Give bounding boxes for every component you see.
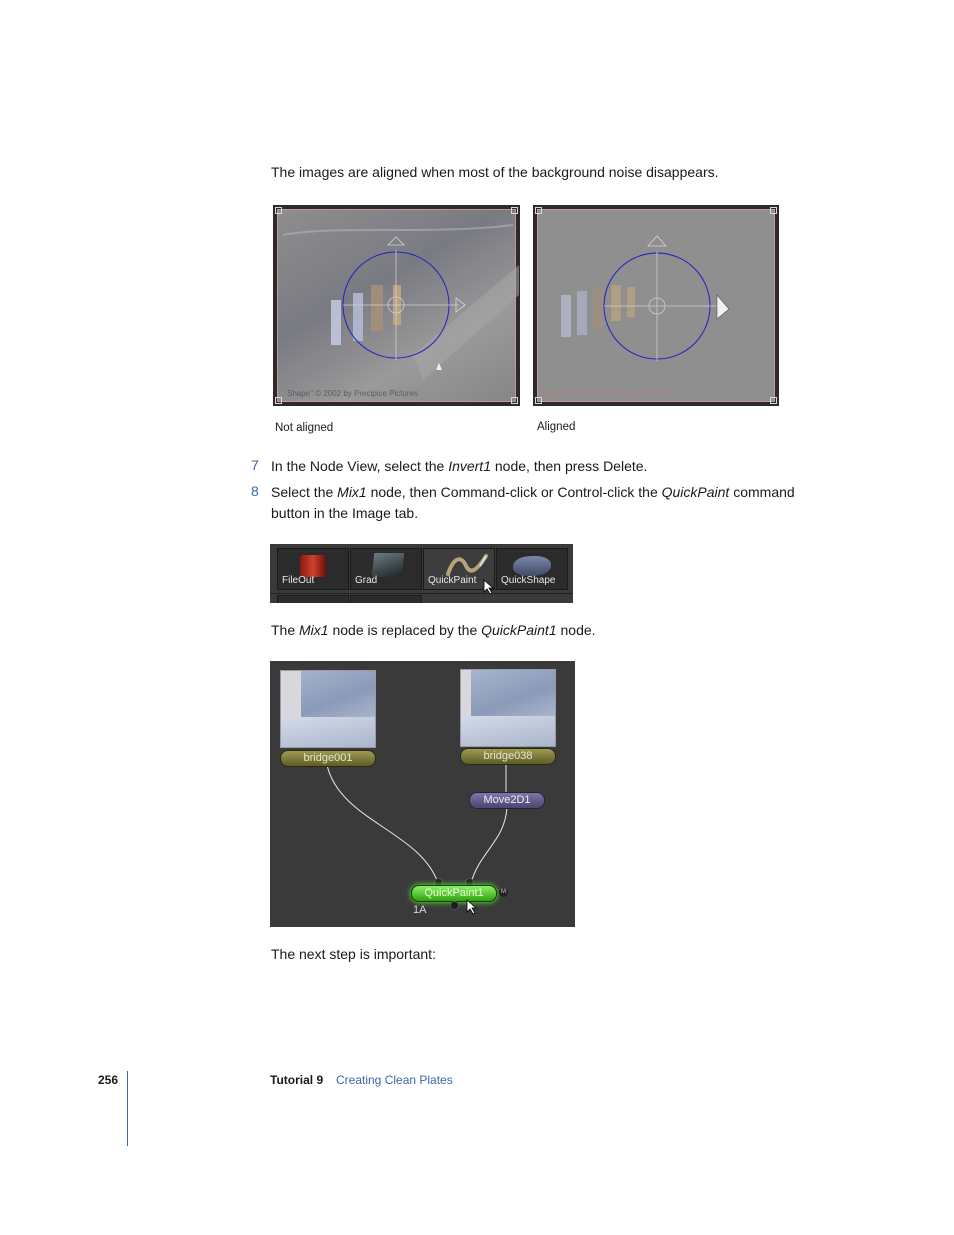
- node-name: Mix1: [337, 484, 367, 500]
- crop-handle[interactable]: [535, 207, 542, 214]
- watermark-text: Shape" © 2002 by Precipice Pictures: [541, 389, 673, 398]
- chapter-title: Creating Clean Plates: [336, 1073, 453, 1087]
- footer-rule: [127, 1071, 128, 1146]
- next-row-button[interactable]: [277, 595, 349, 603]
- sentence-part: node.: [556, 622, 596, 638]
- bridge038-thumbnail[interactable]: [460, 669, 556, 747]
- step-text-part: node, then press Delete.: [491, 458, 648, 474]
- chapter-label: Tutorial 9: [270, 1073, 324, 1087]
- button-label: FileOut: [282, 575, 315, 586]
- crop-handle[interactable]: [770, 397, 777, 404]
- bridge001-node[interactable]: bridge001: [280, 750, 376, 767]
- button-name: QuickPaint: [661, 484, 730, 500]
- button-label: Grad: [355, 575, 378, 586]
- crop-handle[interactable]: [275, 397, 282, 404]
- grad-icon: [372, 553, 405, 577]
- step-number: 8: [251, 483, 259, 499]
- node-name: Invert1: [448, 458, 491, 474]
- closing-paragraph: The next step is important:: [271, 946, 436, 962]
- grad-button[interactable]: [350, 548, 422, 590]
- button-label: QuickPaint: [428, 575, 477, 586]
- sentence-part: The: [271, 622, 300, 638]
- node-output-socket[interactable]: [450, 901, 459, 910]
- crop-handle[interactable]: [275, 207, 282, 214]
- crop-handle[interactable]: [535, 397, 542, 404]
- node-name: QuickPaint1: [481, 622, 557, 638]
- aligned-overlay: [533, 205, 779, 406]
- step-text-part: Select the: [271, 484, 338, 500]
- node-name: Mix1: [299, 622, 329, 638]
- crop-handle[interactable]: [770, 207, 777, 214]
- toolbar-divider: [270, 593, 573, 594]
- quickshape-icon: [513, 556, 551, 576]
- button-label: QuickShape: [501, 575, 556, 586]
- aligned-viewer: [533, 205, 779, 406]
- quickpaint1-node[interactable]: QuickPaint1: [411, 885, 497, 902]
- replacement-sentence: [271, 620, 596, 641]
- step-text: [271, 456, 811, 477]
- mouse-pointer-icon: [436, 363, 442, 370]
- image-tab-toolbar: [270, 544, 573, 603]
- mask-badge: M: [501, 889, 506, 895]
- page-number: 256: [98, 1073, 119, 1087]
- next-row-button[interactable]: [350, 595, 422, 603]
- quickpaint-button[interactable]: [423, 548, 495, 590]
- watermark-text: Shape" © 2002 by Precipice Pictures: [287, 389, 419, 398]
- crop-handle[interactable]: [511, 397, 518, 404]
- bridge001-thumbnail[interactable]: [280, 670, 376, 748]
- step-number: 7: [251, 457, 259, 473]
- mouse-pointer-icon: [466, 899, 477, 915]
- node-sublabel: 1A: [413, 904, 427, 916]
- bridge038-node[interactable]: bridge038: [460, 748, 556, 765]
- step-text-part: In the Node View, select the: [271, 458, 449, 474]
- quickshape-button[interactable]: [496, 548, 568, 590]
- crop-handle[interactable]: [511, 207, 518, 214]
- fileout-icon: [300, 555, 326, 577]
- move2d1-node[interactable]: Move2D1: [469, 792, 545, 809]
- intro-paragraph: The images are aligned when most of the background noise disappears.: [271, 164, 719, 180]
- step-text-part: command button in the Image tab.: [271, 484, 795, 521]
- caption-not-aligned: Not aligned: [275, 422, 334, 434]
- sentence-part: node is replaced by the: [328, 622, 482, 638]
- step-text: [271, 482, 816, 524]
- fileout-button[interactable]: [277, 548, 349, 590]
- node-view: [270, 661, 575, 927]
- not-aligned-overlay: [273, 205, 520, 406]
- step-text-part: node, then Command-click or Control-click the: [366, 484, 662, 500]
- caption-aligned: Aligned: [537, 421, 576, 433]
- not-aligned-viewer: [273, 205, 520, 406]
